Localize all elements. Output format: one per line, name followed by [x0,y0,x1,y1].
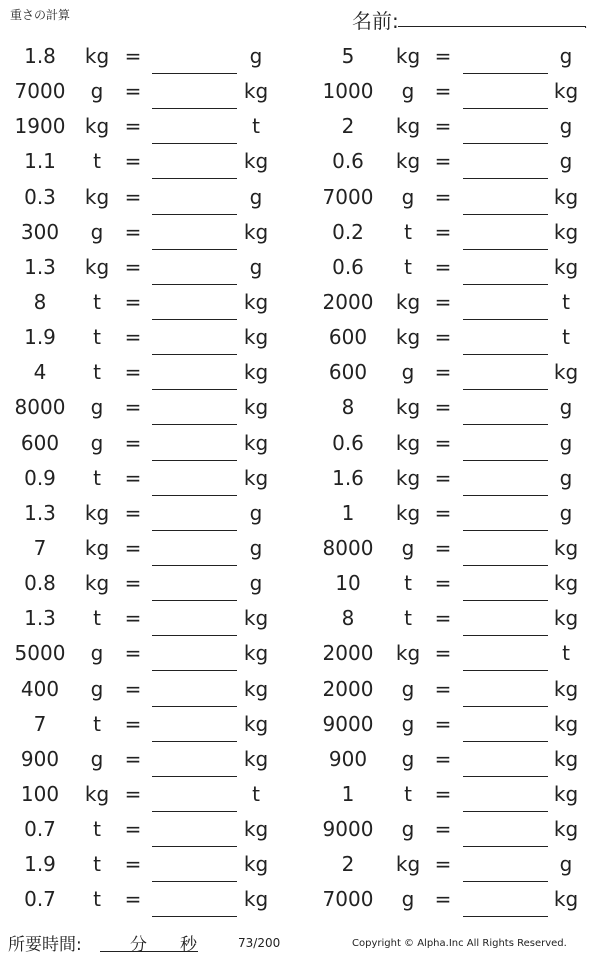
problem-value: 900 [328,746,368,771]
problem-value: 1.3 [24,500,56,525]
problem-unit: kg [395,149,421,174]
target-unit: g [559,395,573,420]
equals-sign: = [124,465,142,490]
problem-value: 7 [33,535,47,560]
equals-sign: = [434,254,452,279]
problem-value: 0.7 [24,817,56,842]
problem-unit: kg [395,325,421,350]
target-unit: kg [243,430,269,455]
problem-row [0,320,600,355]
problem-value: 8000 [322,535,374,560]
problem-unit: t [404,219,412,244]
equals-sign: = [124,325,142,350]
problem-row [0,109,600,144]
problem-row [0,672,600,707]
problem-value: 0.9 [24,465,56,490]
target-unit: g [249,571,263,596]
target-unit: kg [243,149,269,174]
problem-row [0,250,600,285]
problem-value: 7 [33,711,47,736]
equals-sign: = [124,184,142,209]
problem-unit: kg [84,781,110,806]
target-unit: kg [243,395,269,420]
problem-unit: g [90,641,104,666]
target-unit: g [559,500,573,525]
problem-unit: t [93,887,101,912]
problem-unit: g [401,817,415,842]
answer-blank[interactable] [152,916,237,917]
problem-value: 600 [328,325,368,350]
target-unit: kg [243,746,269,771]
problem-row [0,285,600,320]
equals-sign: = [434,219,452,244]
problem-unit: kg [84,254,110,279]
problem-value: 1.9 [24,325,56,350]
name-label: 名前: [352,9,399,33]
problem-value: 7000 [322,887,374,912]
target-unit: g [559,114,573,139]
problem-value: 10 [335,571,361,596]
problem-unit: t [93,289,101,314]
problem-value: 9000 [322,711,374,736]
target-unit: kg [553,711,579,736]
problem-value: 0.6 [332,149,364,174]
problem-value: 0.6 [332,430,364,455]
target-unit: kg [243,465,269,490]
equals-sign: = [434,360,452,385]
problem-row [0,742,600,777]
problem-unit: t [93,606,101,631]
problem-value: 1900 [14,114,66,139]
equals-sign: = [124,79,142,104]
target-unit: kg [243,641,269,666]
target-unit: t [562,289,570,314]
problem-row [0,882,600,917]
problem-value: 0.3 [24,184,56,209]
name-dot: . [584,20,588,31]
problem-value: 1 [341,781,355,806]
equals-sign: = [434,606,452,631]
equals-sign: = [124,360,142,385]
target-unit: kg [243,79,269,104]
problem-unit: g [401,887,415,912]
problem-value: 2 [341,852,355,877]
equals-sign: = [434,184,452,209]
target-unit: g [249,254,263,279]
problem-row [0,566,600,601]
equals-sign: = [434,114,452,139]
target-unit: kg [553,219,579,244]
problem-unit: t [93,711,101,736]
equals-sign: = [434,44,452,68]
equals-sign: = [124,395,142,420]
equals-sign: = [434,711,452,736]
problem-unit: kg [84,571,110,596]
equals-sign: = [124,571,142,596]
equals-sign: = [124,641,142,666]
problem-unit: kg [395,114,421,139]
target-unit: kg [243,606,269,631]
problem-unit: g [401,79,415,104]
equals-sign: = [124,149,142,174]
target-unit: t [562,641,570,666]
problem-unit: g [401,535,415,560]
problem-unit: kg [395,289,421,314]
problem-unit: t [93,817,101,842]
problem-row [0,426,600,461]
problem-unit: t [93,852,101,877]
answer-blank[interactable] [463,916,548,917]
problem-row [0,74,600,109]
problem-unit: t [404,606,412,631]
problem-row [0,390,600,425]
problem-value: 2000 [322,641,374,666]
problem-unit: kg [395,395,421,420]
equals-sign: = [434,465,452,490]
equals-sign: = [124,781,142,806]
problem-value: 9000 [322,817,374,842]
target-unit: kg [243,852,269,877]
equals-sign: = [434,887,452,912]
problem-unit: t [93,465,101,490]
problem-value: 1.8 [24,44,56,68]
problem-unit: g [90,746,104,771]
problem-unit: g [90,219,104,244]
target-unit: t [562,325,570,350]
equals-sign: = [124,114,142,139]
problem-unit: t [404,781,412,806]
problem-row [0,812,600,847]
equals-sign: = [434,535,452,560]
equals-sign: = [124,535,142,560]
problem-unit: g [401,184,415,209]
equals-sign: = [434,641,452,666]
problem-row [0,215,600,250]
problem-unit: t [404,571,412,596]
problem-unit: g [90,395,104,420]
target-unit: kg [553,184,579,209]
target-unit: t [252,781,260,806]
equals-sign: = [124,254,142,279]
seconds-label: 秒 [180,935,197,955]
equals-sign: = [434,676,452,701]
problem-row [0,707,600,742]
problem-value: 100 [20,781,60,806]
equals-sign: = [124,606,142,631]
problem-value: 1.3 [24,606,56,631]
problem-value: 300 [20,219,60,244]
equals-sign: = [434,430,452,455]
target-unit: kg [243,817,269,842]
problem-row [0,144,600,179]
problem-unit: kg [84,500,110,525]
copyright: Copyright © Alpha.Inc All Rights Reserved. [352,938,567,949]
equals-sign: = [124,219,142,244]
equals-sign: = [434,781,452,806]
equals-sign: = [434,289,452,314]
equals-sign: = [124,289,142,314]
problem-row [0,39,600,74]
target-unit: kg [243,676,269,701]
problem-value: 0.8 [24,571,56,596]
equals-sign: = [124,44,142,68]
problem-unit: kg [84,535,110,560]
problem-value: 8 [33,289,47,314]
target-unit: kg [553,606,579,631]
problem-unit: g [401,676,415,701]
equals-sign: = [434,149,452,174]
problem-row [0,847,600,882]
target-unit: kg [553,79,579,104]
problem-value: 8 [341,606,355,631]
problem-value: 1.9 [24,852,56,877]
problem-row [0,496,600,531]
problem-unit: kg [395,44,421,68]
problem-value: 2000 [322,676,374,701]
target-unit: kg [553,887,579,912]
problem-unit: g [401,746,415,771]
problem-unit: t [93,149,101,174]
target-unit: g [249,44,263,68]
equals-sign: = [434,395,452,420]
time-label: 所要時間: [8,935,82,955]
problem-value: 8 [341,395,355,420]
equals-sign: = [124,817,142,842]
problem-value: 1.3 [24,254,56,279]
equals-sign: = [434,817,452,842]
target-unit: g [559,149,573,174]
equals-sign: = [434,79,452,104]
problem-row [0,461,600,496]
equals-sign: = [434,325,452,350]
problem-row [0,531,600,566]
problem-unit: kg [395,430,421,455]
problem-unit: kg [395,500,421,525]
page-number: 73/200 [238,936,281,950]
problem-unit: kg [395,641,421,666]
problem-unit: t [93,360,101,385]
problem-value: 4 [33,360,47,385]
problem-unit: kg [395,465,421,490]
name-field[interactable] [398,26,586,27]
problem-unit: g [401,711,415,736]
problem-value: 0.2 [332,219,364,244]
equals-sign: = [124,430,142,455]
problem-row [0,777,600,812]
problem-value: 900 [20,746,60,771]
problem-unit: g [90,79,104,104]
equals-sign: = [434,500,452,525]
equals-sign: = [124,852,142,877]
target-unit: g [559,44,573,68]
minutes-label: 分 [130,935,147,955]
problem-unit: kg [395,852,421,877]
equals-sign: = [124,676,142,701]
problem-row [0,180,600,215]
problem-unit: t [93,325,101,350]
problem-value: 7000 [14,79,66,104]
target-unit: kg [553,817,579,842]
target-unit: kg [243,360,269,385]
target-unit: g [559,465,573,490]
problem-row [0,355,600,390]
target-unit: kg [553,676,579,701]
problem-row [0,636,600,671]
target-unit: g [559,852,573,877]
target-unit: g [249,500,263,525]
equals-sign: = [434,571,452,596]
problem-value: 0.7 [24,887,56,912]
problem-value: 2 [341,114,355,139]
target-unit: t [252,114,260,139]
target-unit: g [249,535,263,560]
target-unit: g [559,430,573,455]
equals-sign: = [124,746,142,771]
target-unit: kg [243,887,269,912]
problem-value: 1000 [322,79,374,104]
equals-sign: = [124,887,142,912]
problem-unit: t [404,254,412,279]
problem-value: 600 [20,430,60,455]
target-unit: g [249,184,263,209]
equals-sign: = [124,711,142,736]
problem-unit: kg [84,44,110,68]
problem-value: 600 [328,360,368,385]
problem-value: 5 [341,44,355,68]
target-unit: kg [553,746,579,771]
target-unit: kg [243,289,269,314]
problem-row [0,601,600,636]
target-unit: kg [243,711,269,736]
target-unit: kg [243,219,269,244]
target-unit: kg [553,535,579,560]
problem-unit: kg [84,184,110,209]
problem-value: 1 [341,500,355,525]
problem-list [0,39,600,918]
problem-value: 0.6 [332,254,364,279]
problem-value: 5000 [14,641,66,666]
problem-unit: g [90,676,104,701]
target-unit: kg [553,571,579,596]
equals-sign: = [434,746,452,771]
problem-unit: g [401,360,415,385]
target-unit: kg [553,254,579,279]
equals-sign: = [124,500,142,525]
worksheet-title: 重さの計算 [10,8,71,22]
problem-value: 8000 [14,395,66,420]
target-unit: kg [243,325,269,350]
problem-unit: kg [84,114,110,139]
target-unit: kg [553,781,579,806]
problem-value: 400 [20,676,60,701]
problem-unit: g [90,430,104,455]
problem-value: 2000 [322,289,374,314]
problem-value: 1.1 [24,149,56,174]
target-unit: kg [553,360,579,385]
problem-value: 1.6 [332,465,364,490]
equals-sign: = [434,852,452,877]
problem-value: 7000 [322,184,374,209]
